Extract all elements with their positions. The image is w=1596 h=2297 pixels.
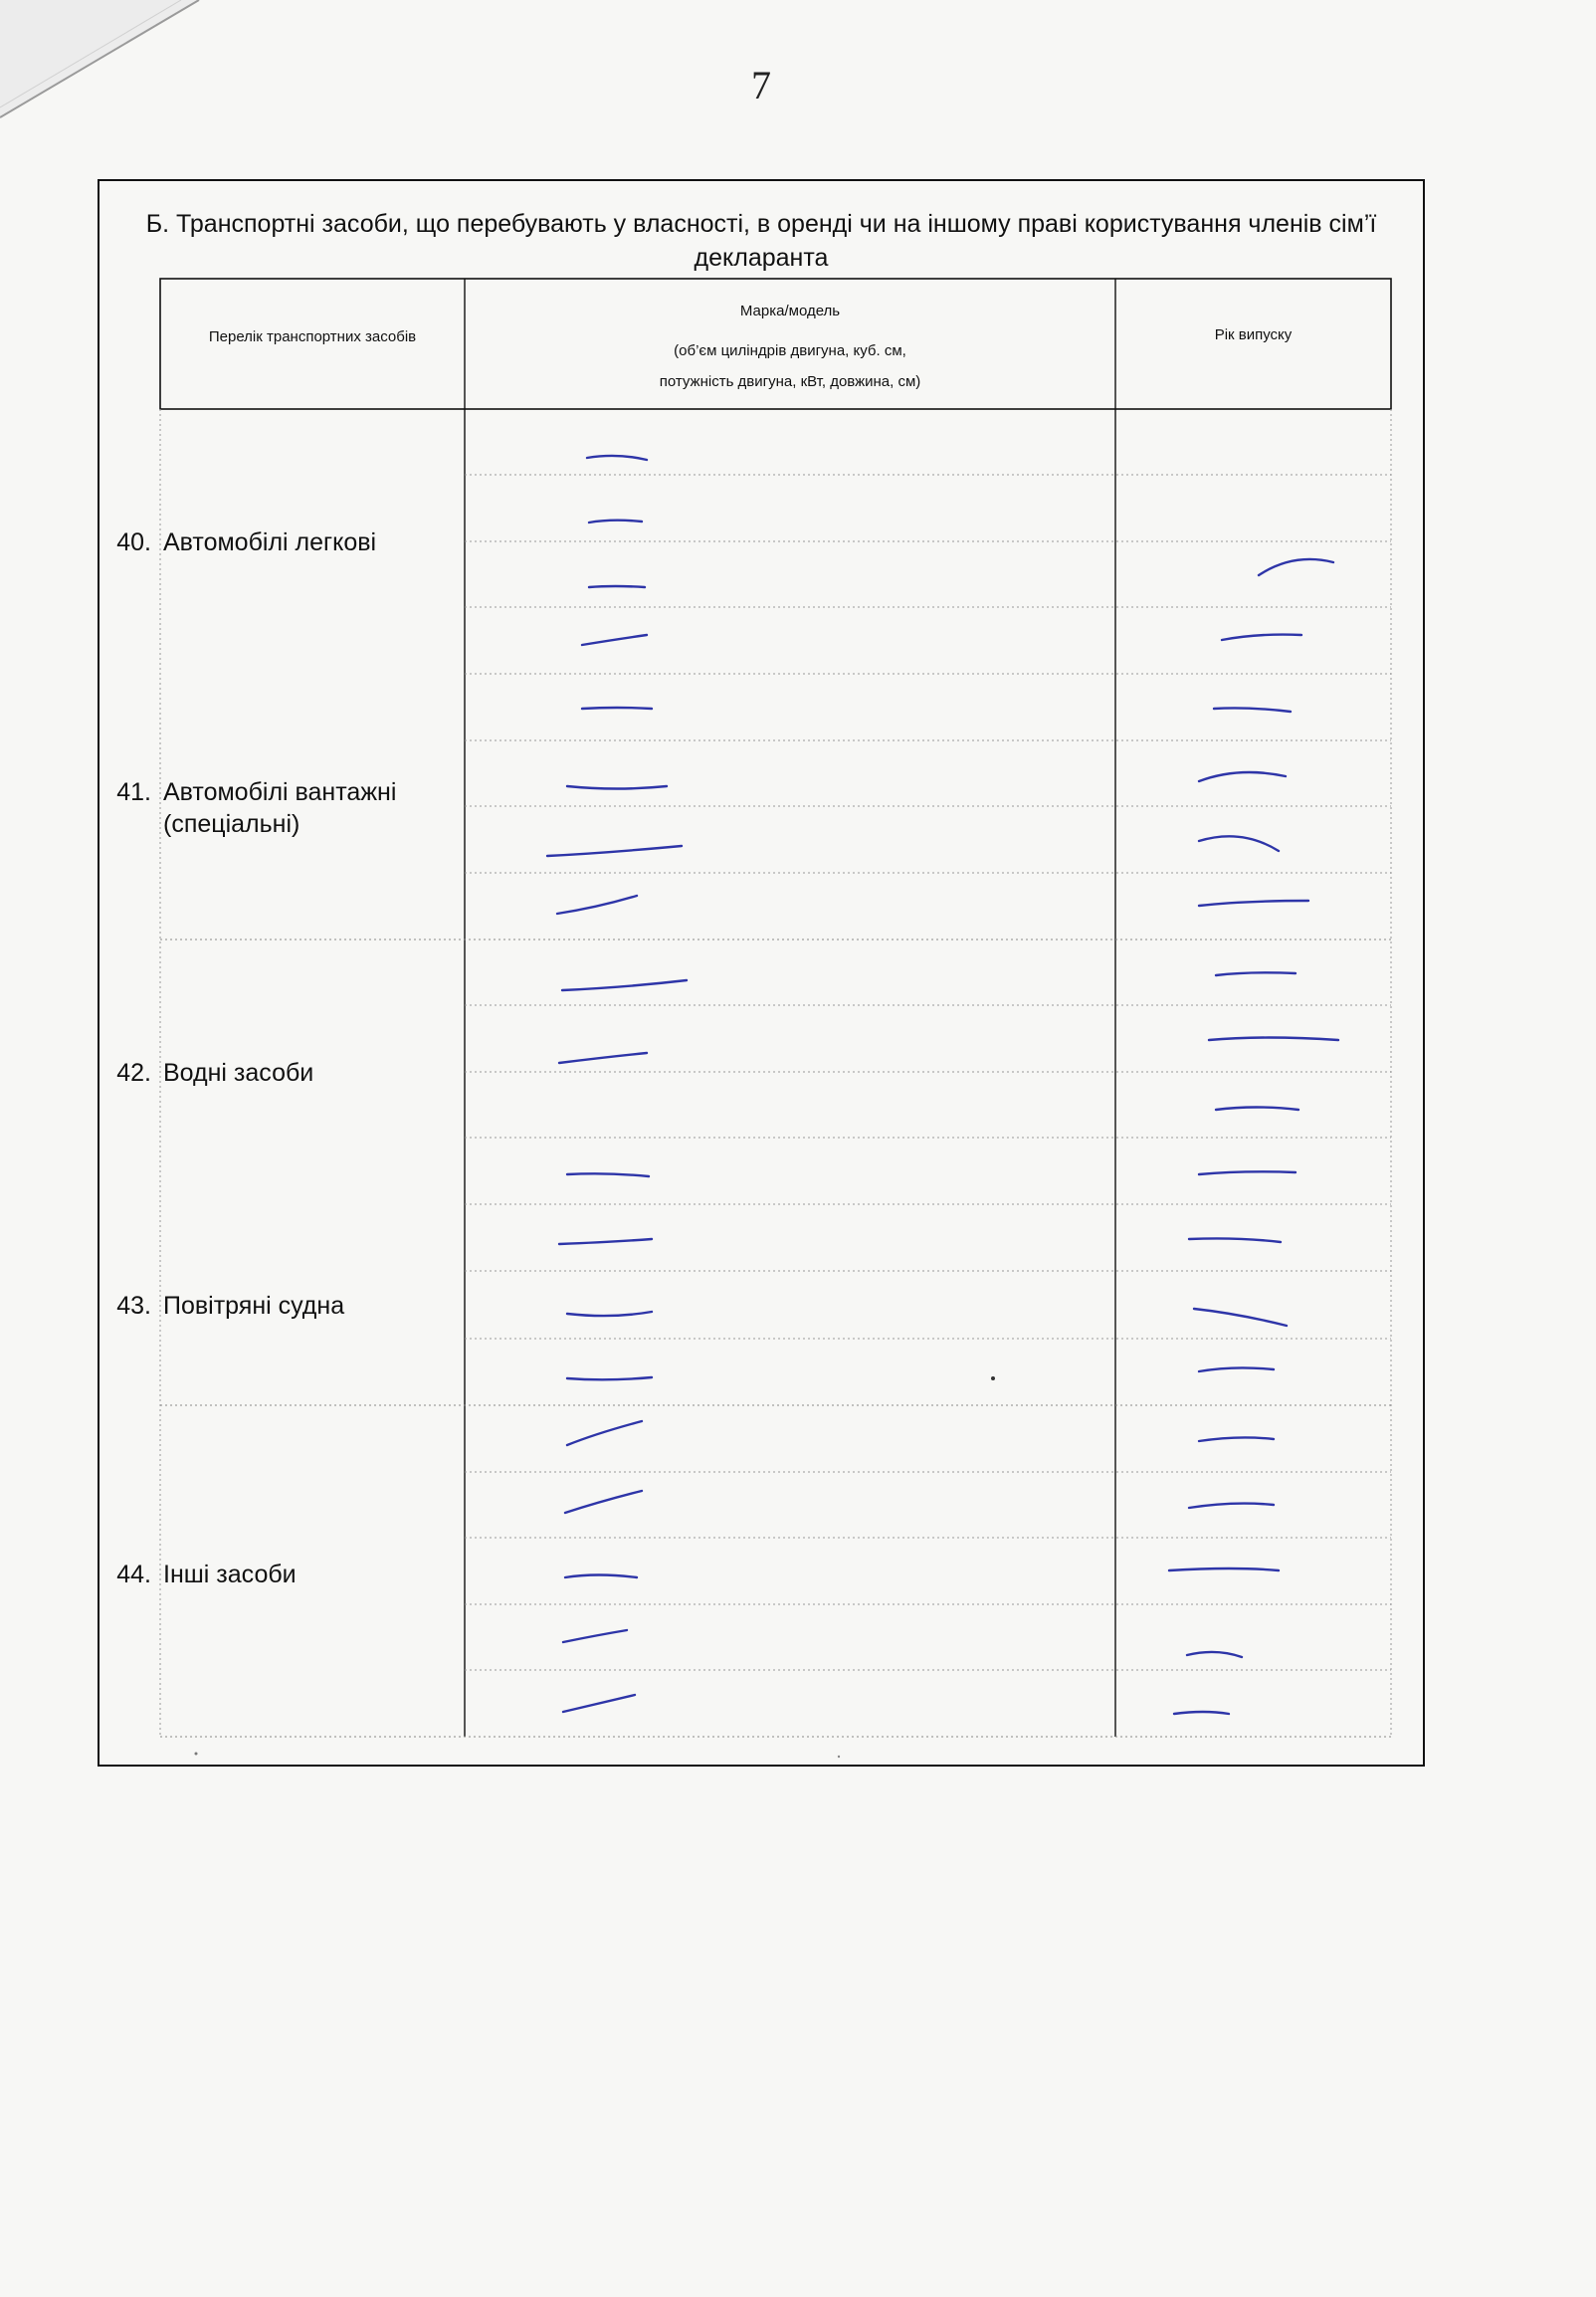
header-year: Рік випуску	[1214, 326, 1293, 343]
form-frame	[98, 179, 1425, 1767]
row-number: 43.	[116, 1292, 151, 1320]
header-model-line3: потужність двигуна, кВт, довжина, см)	[659, 373, 921, 390]
row-label-text: Автомобілі легкові	[163, 528, 377, 556]
row-label-text: Автомобілі вантажні	[163, 778, 397, 806]
row-number: 41.	[116, 778, 151, 806]
header-vehicle-list: Перелік транспортних засобів	[208, 328, 417, 345]
header-model-line2: (об’єм циліндрів двигуна, куб. см,	[674, 342, 906, 359]
row-label-text-line2: (спеціальні)	[163, 810, 300, 838]
row-label-text: Водні засоби	[163, 1059, 314, 1087]
header-model-line1: Марка/модель	[739, 303, 841, 319]
row-number: 42.	[116, 1059, 151, 1087]
row-label-text: Інші засоби	[163, 1561, 297, 1588]
row-label-text: Повітряні судна	[163, 1292, 345, 1320]
section-title: Б. Транспортні засоби, що перебувають у власності, в оренді чи на іншому праві користування членів сім’ї декларанта	[145, 210, 1377, 272]
row-number: 40.	[116, 528, 151, 556]
page-number: 7	[751, 63, 771, 107]
row-number: 44.	[116, 1561, 151, 1588]
